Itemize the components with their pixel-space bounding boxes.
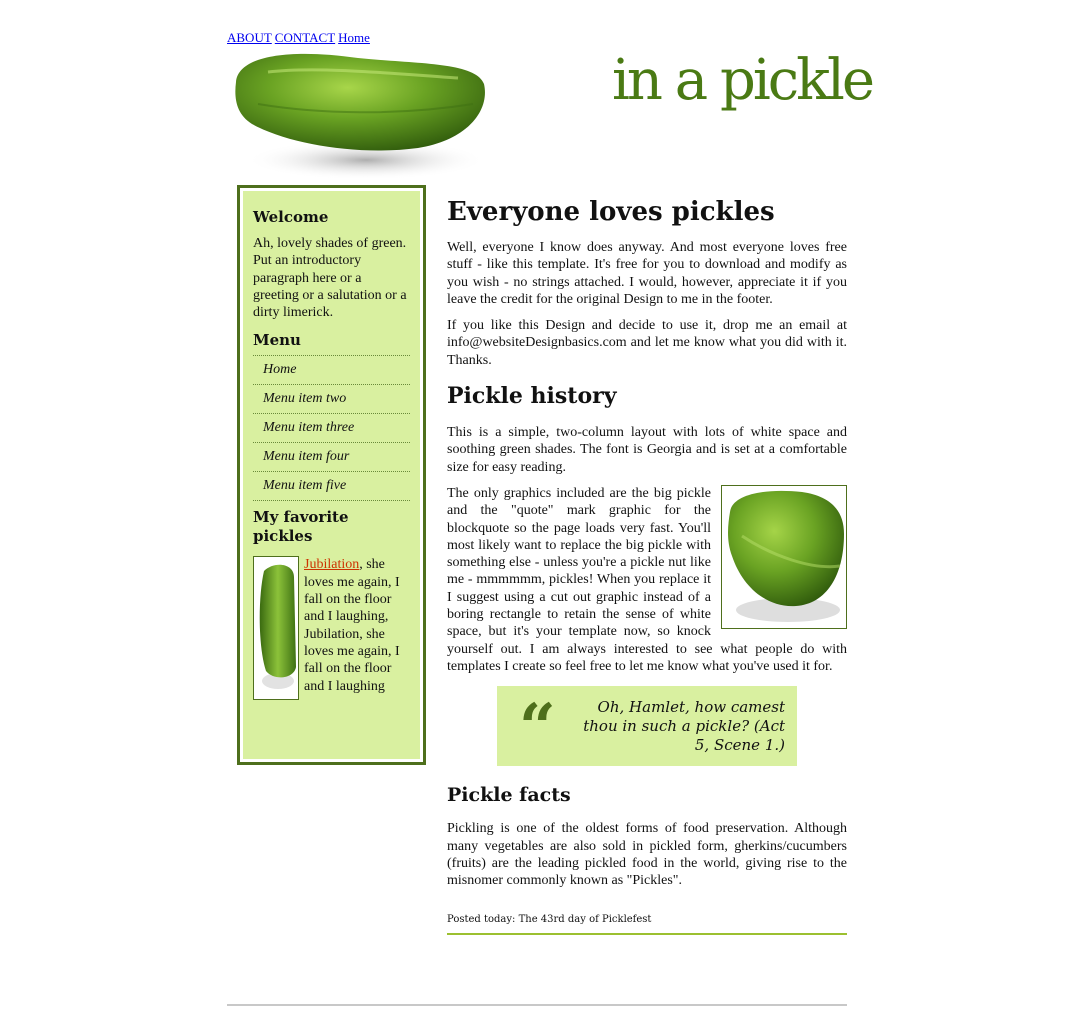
jubilation-link[interactable]: Jubilation <box>304 557 360 573</box>
nav-contact-link[interactable]: CONTACT <box>274 30 336 45</box>
inline-pickle-image <box>721 485 847 629</box>
nav-home-link[interactable]: Home <box>338 30 370 45</box>
favorites-body <box>253 556 410 694</box>
menu-item-home[interactable]: Home <box>253 355 410 385</box>
sidebar-panel <box>243 191 420 759</box>
heading-pickle-history: Pickle history <box>447 383 617 410</box>
intro-paragraph-1: Well, everyone I know does anyway. And most everyone loves free stuff - like this template. It's free for you to download and modify as you wish - no strings attached. I would, however, appreciate it if you leave the credit for the original Design to me in the footer. <box>447 240 847 307</box>
favorites-heading: My favorite pickles <box>253 508 349 546</box>
menu-item-five[interactable]: Menu item five <box>253 472 410 501</box>
blockquote <box>497 686 797 766</box>
menu-item-four[interactable]: Menu item four <box>253 443 410 472</box>
footer-divider <box>227 1004 847 1006</box>
menu-heading: Menu <box>253 331 301 350</box>
main-content <box>447 195 847 935</box>
big-pickle-image <box>228 44 488 182</box>
history-paragraph-1: This is a simple, two-column layout with lots of white space and soothing green shades. The font is Georgia and is set at a comfortable size for easy reading. <box>447 425 847 475</box>
quote-mark-icon: “ <box>519 690 556 766</box>
site-title: in a pickle <box>612 48 873 113</box>
welcome-text: Ah, lovely shades of green. Put an introductory paragraph here or a greeting or a salutation or a dirty limerick. <box>253 236 407 321</box>
welcome-heading: Welcome <box>253 208 329 226</box>
quote-text: Oh, Hamlet, how camest thou in such a pickle? (Act 5, Scene 1.) <box>583 698 785 755</box>
intro-paragraph-2: If you like this Design and decide to use it, drop me an email at info@websiteDesignbasics.com and let me know what you did with it. Thanks. <box>447 318 847 368</box>
heading-pickle-facts: Pickle facts <box>447 784 571 807</box>
history-block <box>447 485 847 675</box>
sidebar-menu <box>253 355 410 501</box>
nav-about-link[interactable]: ABOUT <box>227 30 272 45</box>
sidebar <box>237 185 426 765</box>
history-paragraph-2: The only graphics included are the big pickle and the "quote" mark graphic for the blockquote so the page loads very fast. You'll most likely want to replace the big pickle with something else - unless you're a pickle nut like me - mmmmmm, pickles! When you replace it I suggest using a cut out graphic instead of a boring rectangle to retain the sense of white space, but it's your template now, so knock yourself out. I am always interested to see what people do with templates I create so feel free to let me know what you've used it for. <box>447 485 847 674</box>
favorites-text: , she loves me again, I fall on the floor and I laughing, Jubilation, she loves me again, I fall on the floor and I laughing <box>304 557 400 694</box>
posted-date: Posted today: The 43rd day of Picklefest <box>447 911 847 934</box>
facts-paragraph: Pickling is one of the oldest forms of food preservation. Although many vegetables are also sold in pickled form, gherkins/cucumbers (fruits) are the leading pickled food in the world, giving rise to the misnomer commonly known as "Pickles". <box>447 821 847 889</box>
favorite-pickle-thumbnail <box>253 556 299 700</box>
menu-item-three[interactable]: Menu item three <box>253 414 410 443</box>
menu-item-two[interactable]: Menu item two <box>253 385 410 414</box>
heading-everyone-loves-pickles: Everyone loves pickles <box>447 197 775 227</box>
